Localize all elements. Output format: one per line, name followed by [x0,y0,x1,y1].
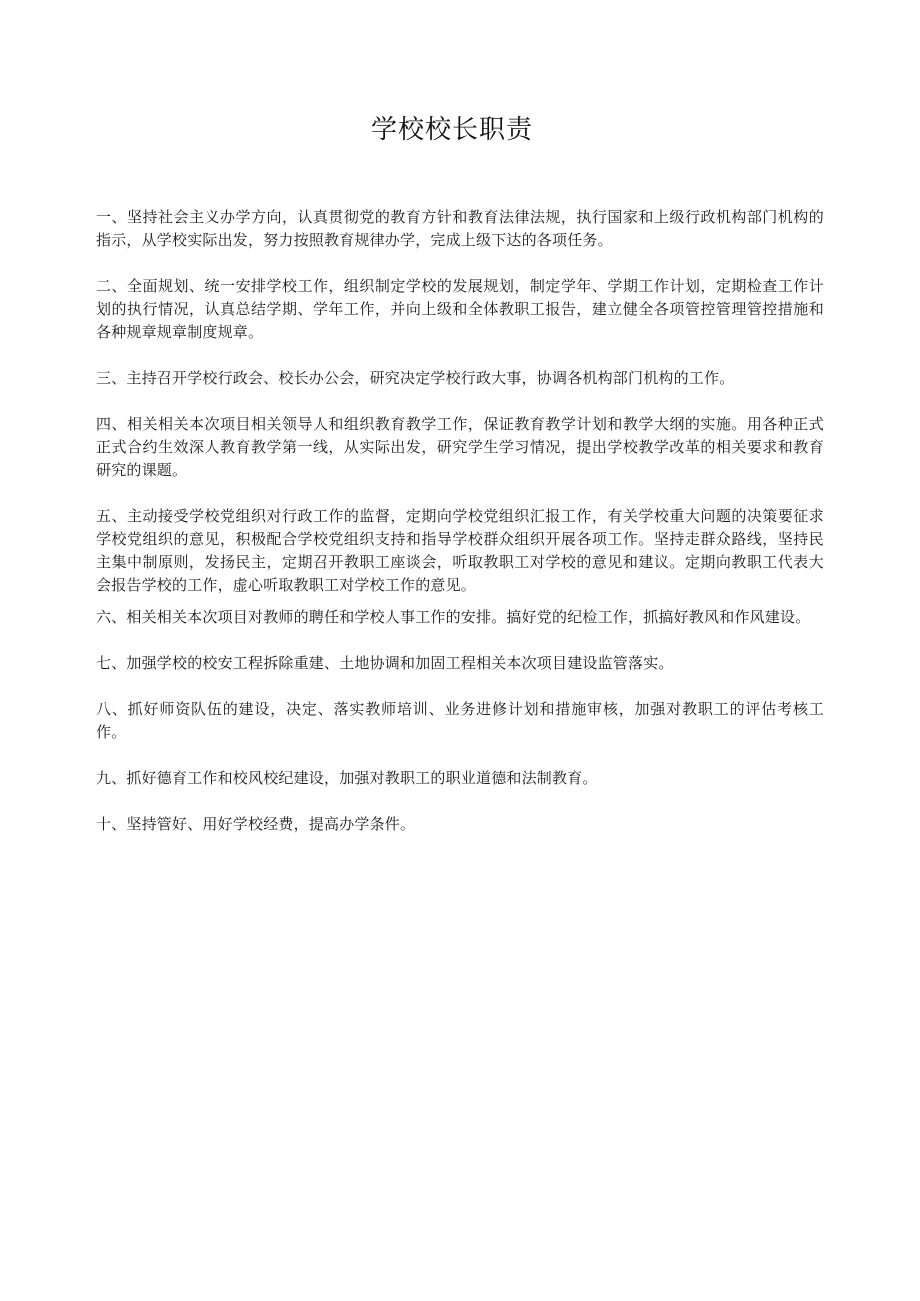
paragraph-3: 三、主持召开学校行政会、校长办公会，研究决定学校行政大事，协调各机构部门机构的工作。 [96,369,735,387]
paragraph-9: 九、抓好德育工作和校风校纪建设，加强对教职工的职业道德和法制教育。 [96,769,598,787]
paragraph-6: 六、相关相关本次项目对教师的聘任和学校人事工作的安排。搞好党的纪检工作，抓搞好教风和作风建设。 [96,608,811,626]
paragraph-5: 五、主动接受学校党组织对行政工作的监督，定期向学校党组织汇报工作，有关学校重大问题的决策要征求学校党组织的意见，积极配合学校党组织支持和指导学校群众组织开展各项工作。坚持走群众路线，坚持民主集中制原则，发扬民主，定期召开教职工座谈会，听取教职工对学校的意见和建议。定期向教职工代表大会报告学校的工作，虚心听取教职工对学校工作的意见。 [96,507,824,594]
paragraph-4: 四、相关相关本次项目相关领导人和组织教育教学工作，保证教育教学计划和教学大纲的实施。用各种正式正式合约生效深人教育教学第一线，从实际出发，研究学生学习情况，提出学校教学改革的相关要求和教育研究的课题。 [96,415,824,479]
paragraph-2: 二、全面规划、统一安排学校工作，组织制定学校的发展规划，制定学年、学期工作计划，定期检查工作计划的执行情况，认真总结学期、学年工作，并向上级和全体教职工报告，建立健全各项管控管理管控措施和各种规章规章制度规章。 [96,277,824,341]
paragraph-10: 十、坚持管好、用好学校经费，提高办学条件。 [96,815,416,833]
paragraph-8: 八、抓好师资队伍的建设，决定、落实教师培训、业务进修计划和措施审核，加强对教职工的评估考核工作。 [96,700,824,741]
paragraph-1: 一、坚持社会主义办学方向，认真贯彻党的教育方针和教育法律法规，执行国家和上级行政机构部门机构的指示，从学校实际出发，努力按照教育规律办学，完成上级下达的各项任务。 [96,208,824,249]
paragraph-7: 七、加强学校的校安工程拆除重建、土地协调和加固工程相关本次项目建设监管落实。 [96,654,674,672]
document-title: 学校校长职责 [370,115,533,145]
document-body [96,206,824,859]
